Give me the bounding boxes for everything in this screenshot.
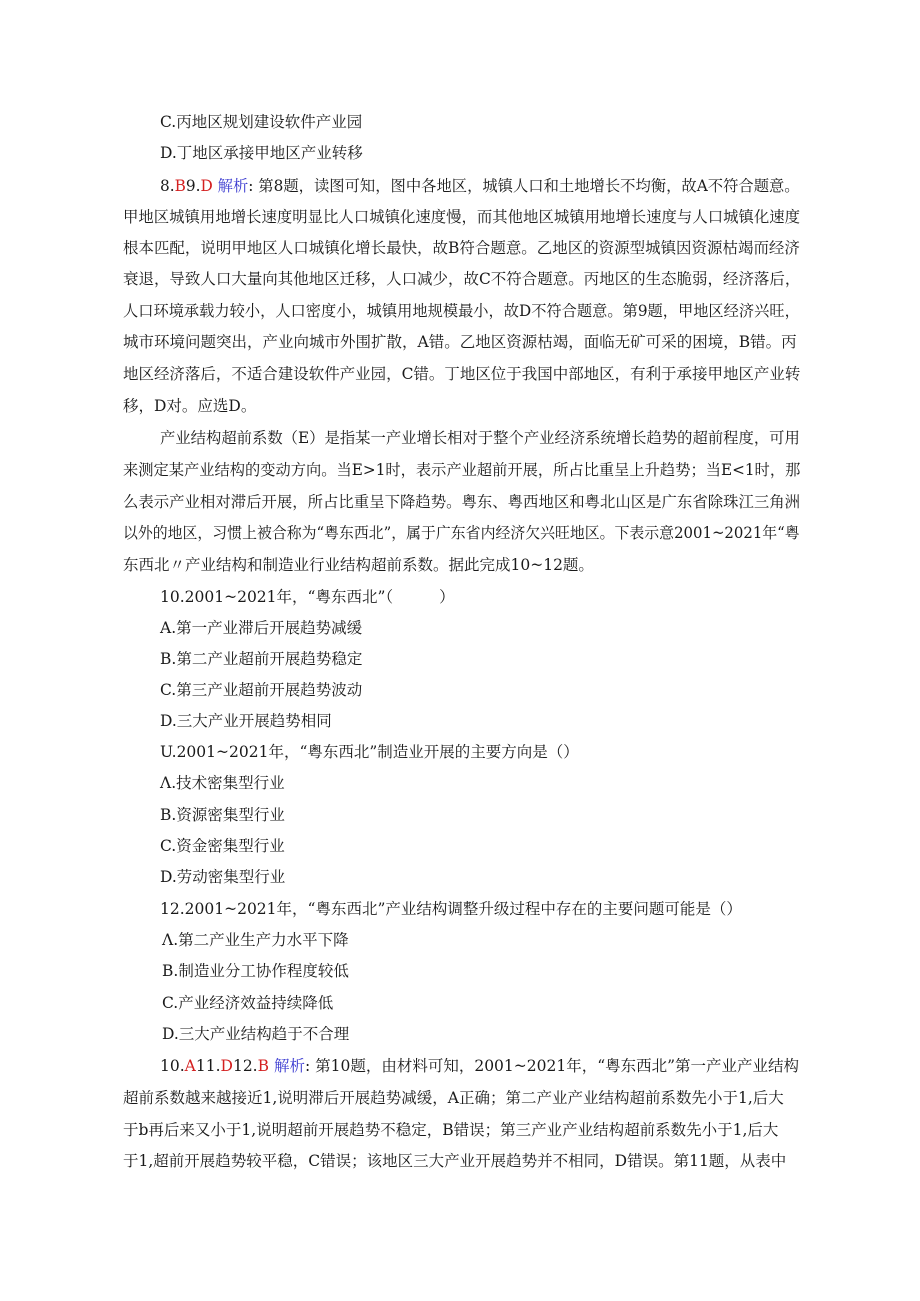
passage-line-1: 产业结构超前系数（E）是指某一产业增长相对于整个产业经济系统增长趋势的超前程度，可用: [160, 429, 800, 447]
answer-mid: 9.: [185, 177, 201, 195]
answer-10-12-line-4: 于1,超前开展趋势较平稳，C错误；该地区三大产业开展趋势并不相同，D错误。第11题，从表中: [123, 1152, 787, 1170]
q10-option-d: D.三大产业开展趋势相同: [160, 712, 332, 730]
answer-mid-1: 11.: [195, 1057, 221, 1075]
q12-option-a: Λ.第二产业生产力水平下降: [162, 931, 349, 949]
passage-line-4: 以外的地区，习惯上被合称为“粤东西北”，属于广东省内经济欠兴旺地区。下表示意2001~2021年“粤: [123, 524, 800, 542]
answer-8-9-line-6: 城市环境问题突出，产业向城市外围扩散，A错。乙地区资源枯竭，面临无矿可采的困境，B错。丙: [123, 333, 797, 351]
answer-8-9-line-7: 地区经济落后，不适合建设软件产业园，C错。丁地区位于我国中部地区，有利于承接甲地区产业转: [123, 365, 801, 383]
answer-8-9-line-1: [160, 176, 800, 196]
analysis-label: 解析: [217, 177, 249, 195]
answer-10: A: [184, 1057, 196, 1075]
q10-stem-text: 10.2001~2021年，“粤东西北”（: [160, 588, 394, 606]
answer-10-12-line-3: 于b再后来又小于1,说明超前开展趋势不稳定，B错误；第三产业产业结构超前系数先小于1,后大: [123, 1121, 779, 1139]
q11-option-a: Λ.技术密集型行业: [160, 774, 285, 792]
q10-stem-close: ）: [439, 588, 455, 606]
q11-option-c: C.资金密集型行业: [160, 837, 285, 855]
answer-9: D: [200, 177, 213, 195]
passage-line-2: 来测定某产业结构的变动方向。当E>1时，表示产业超前开展，所占比重呈上升趋势；当E<1时，那: [123, 461, 801, 479]
answer-8: B: [174, 177, 186, 195]
analysis-text: : 第8题，读图可知，图中各地区，城镇人口和土地增长不均衡，故A不符合题意。: [248, 177, 800, 195]
q12-stem: 12.2001~2021年，“粤东西北”产业结构调整升级过程中存在的主要问题可能是（）: [160, 900, 742, 918]
analysis-label: 解析: [273, 1057, 305, 1075]
q10-option-b: B.第二产业超前开展趋势稳定: [160, 650, 363, 668]
answer-10-12-line-1: [160, 1056, 799, 1076]
answer-prefix: 10.: [160, 1057, 185, 1075]
q11-option-b: B.资源密集型行业: [160, 806, 285, 824]
passage-line-3: 么表示产业相对滞后开展，所占比重呈下降趋势。粤东、粤西地区和粤北山区是广东省除珠江三角洲: [123, 493, 801, 511]
q7-option-c: C.丙地区规划建设软件产业园: [160, 113, 363, 131]
answer-10-12-line-2: 超前系数越来越接近1,说明滞后开展趋势减缓，A正确；第二产业产业结构超前系数先小于1,后大: [123, 1089, 784, 1107]
answer-8-9-line-3: 根本匹配，说明甲地区人口城镇化增长最快，故B符合题意。乙地区的资源型城镇因资源枯竭而经济: [123, 239, 800, 257]
answer-prefix: 8.: [160, 177, 175, 195]
answer-mid-2: 12.: [232, 1057, 258, 1075]
analysis-text: : 第10题，由材料可知，2001~2021年，“粤东西北”第一产业产业结构: [304, 1057, 800, 1075]
answer-8-9-line-4: 衰退，导致人口大量向其他地区迁移，人口减少，故C不符合题意。丙地区的生态脆弱，经济落后，: [123, 270, 801, 288]
q12-option-c: C.产业经济效益持续降低: [162, 994, 334, 1012]
passage-line-5: 东西北〃产业结构和制造业行业结构超前系数。据此完成10~12题。: [123, 556, 594, 574]
answer-8-9-line-8: 移，D对。应选D。: [123, 397, 257, 415]
q12-option-b: B.制造业分工协作程度较低: [162, 962, 349, 980]
q7-option-d: D.丁地区承接甲地区产业转移: [160, 144, 363, 162]
answer-12: B: [257, 1057, 269, 1075]
answer-8-9-line-2: 甲地区城镇用地增长速度明显比人口城镇化速度慢，而其他地区城镇用地增长速度与人口城镇化速度: [123, 208, 801, 226]
q11-option-d: D.劳动密集型行业: [160, 868, 286, 886]
q11-stem: U.2001~2021年，“粤东西北”制造业开展的主要方向是（）: [160, 743, 579, 761]
answer-8-9-line-5: 人口环境承载力较小，人口密度小，城镇用地规模最小，故D不符合题意。第9题，甲地区经济兴旺，: [123, 302, 800, 320]
answer-11: D: [220, 1057, 233, 1075]
q10-option-c: C.第三产业超前开展趋势波动: [160, 681, 363, 699]
q12-option-d: D.三大产业结构趋于不合理: [162, 1025, 350, 1043]
q10-option-a: A.第一产业滞后开展趋势减缓: [160, 619, 363, 637]
q10-stem: [160, 587, 455, 607]
